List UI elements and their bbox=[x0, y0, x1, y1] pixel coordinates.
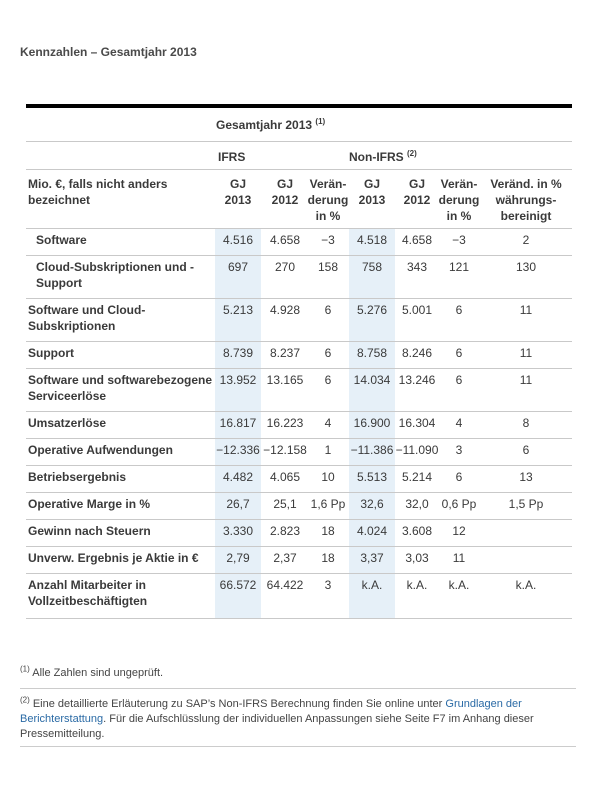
table-cell: 3,03 bbox=[405, 551, 429, 565]
row-divider bbox=[26, 368, 572, 369]
table-cell: 10 bbox=[321, 470, 335, 484]
table-cell: 758 bbox=[361, 260, 383, 274]
column-header-ifrs-change: Veränderung in % bbox=[307, 177, 349, 223]
table-cell: 25,1 bbox=[273, 497, 297, 511]
table-cell: 64.422 bbox=[266, 578, 304, 592]
table-cell: 4 bbox=[455, 416, 463, 430]
table-cell: 18 bbox=[321, 551, 335, 565]
table-cell: 16.900 bbox=[353, 416, 391, 430]
table-cell: 3,37 bbox=[360, 551, 384, 565]
footnote-2 bbox=[20, 697, 576, 742]
nonifrs-label: Non-IFRS bbox=[349, 150, 404, 164]
row-divider bbox=[26, 573, 572, 574]
table-cell: 32,6 bbox=[360, 497, 384, 511]
table-cell: 66.572 bbox=[219, 578, 257, 592]
row-label: Gewinn nach Steuern bbox=[28, 524, 151, 538]
row-label: Operative Marge in % bbox=[28, 497, 151, 511]
row-label: Software und softwarebezogene Serviceerlöse bbox=[28, 373, 213, 403]
table-cell: 697 bbox=[227, 260, 249, 274]
column-header-nonifrs-change: Veränderung in % bbox=[438, 177, 480, 223]
table-cell: 4.516 bbox=[222, 233, 254, 247]
table-cell: 16.304 bbox=[398, 416, 436, 430]
table-cell: 1 bbox=[324, 443, 332, 457]
table-cell: 5.213 bbox=[222, 303, 254, 317]
row-label: Anzahl Mitarbeiter in Vollzeitbeschäftigten bbox=[28, 578, 148, 608]
divider bbox=[20, 746, 576, 747]
table-cell: −12.158 bbox=[263, 443, 307, 457]
row-label: Software und Cloud-Subskriptionen bbox=[28, 303, 146, 333]
table-cell: 11 bbox=[519, 373, 533, 387]
row-label: Support bbox=[28, 346, 74, 360]
table-cell: 3.330 bbox=[222, 524, 254, 538]
row-divider bbox=[26, 492, 572, 493]
table-cell: 8 bbox=[522, 416, 530, 430]
row-label: Betriebsergebnis bbox=[28, 470, 127, 484]
footnote-2-text: Eine detaillierte Erläuterung zu SAP’s Non-IFRS Berechnung finden Sie online unter bbox=[32, 698, 443, 710]
row-divider bbox=[26, 519, 572, 520]
row-divider bbox=[26, 465, 572, 466]
nonifrs-header bbox=[349, 150, 417, 164]
table-cell: 1,6 Pp bbox=[310, 497, 346, 511]
table-cell: 8.739 bbox=[222, 346, 254, 360]
table-cell: 3 bbox=[324, 578, 332, 592]
ifrs-header: IFRS bbox=[218, 150, 246, 164]
table-cell: 5.214 bbox=[401, 470, 433, 484]
column-header-currency-adjusted: Veränd. in % währungsbereinigt bbox=[490, 177, 562, 223]
row-divider bbox=[26, 341, 572, 342]
divider bbox=[26, 228, 572, 229]
table-cell: 2,37 bbox=[273, 551, 297, 565]
table-cell: 130 bbox=[515, 260, 537, 274]
table-cell: 11 bbox=[519, 346, 533, 360]
table-cell: 2.823 bbox=[269, 524, 301, 538]
footnote-2-text-end: . Für die Aufschlüsslung der individuellen Anpassungen siehe Seite F7 im Anhang dieser Pressemitteilung. bbox=[20, 713, 534, 740]
column-header-ifrs-2012: GJ 2012 bbox=[271, 177, 299, 207]
table-cell: 11 bbox=[519, 303, 533, 317]
table-cell: 6 bbox=[522, 443, 530, 457]
table-cell: k.A. bbox=[361, 578, 383, 592]
table-cell: 14.034 bbox=[353, 373, 391, 387]
table-cell: 270 bbox=[274, 260, 296, 274]
table-cell: 1,5 Pp bbox=[508, 497, 544, 511]
column-header-label: Mio. €, falls nicht anders bezeichnet bbox=[28, 177, 168, 207]
table-cell: 5.513 bbox=[356, 470, 388, 484]
table-cell: 5.001 bbox=[401, 303, 433, 317]
table-cell: k.A. bbox=[406, 578, 428, 592]
table-cell: 8.758 bbox=[356, 346, 388, 360]
table-cell: 18 bbox=[321, 524, 335, 538]
table-cell: 6 bbox=[455, 346, 463, 360]
table-cell: 6 bbox=[455, 373, 463, 387]
period-header bbox=[216, 118, 325, 132]
divider bbox=[26, 141, 572, 142]
footnote-1 bbox=[20, 666, 576, 681]
table-cell: 16.223 bbox=[266, 416, 304, 430]
table-cell: 3 bbox=[455, 443, 463, 457]
divider bbox=[26, 169, 572, 170]
table-cell: 4.482 bbox=[222, 470, 254, 484]
table-cell: 6 bbox=[324, 373, 332, 387]
footnote-1-text: Alle Zahlen sind ungeprüft. bbox=[32, 667, 164, 679]
table-cell: 6 bbox=[455, 303, 463, 317]
table-cell: k.A. bbox=[515, 578, 537, 592]
row-divider bbox=[26, 255, 572, 256]
table-cell: 121 bbox=[448, 260, 470, 274]
table-cell: −11.090 bbox=[395, 443, 439, 457]
table-cell: 13.246 bbox=[398, 373, 436, 387]
table-cell: 6 bbox=[455, 470, 463, 484]
table-cell: 4.024 bbox=[356, 524, 388, 538]
row-divider bbox=[26, 438, 572, 439]
row-label: Software bbox=[36, 233, 87, 247]
table-cell: 8.237 bbox=[269, 346, 301, 360]
table-cell: 26,7 bbox=[226, 497, 250, 511]
table-cell: 13 bbox=[519, 470, 533, 484]
nonifrs-footnote-mark: (2) bbox=[407, 149, 417, 158]
footnote-2-mark: (2) bbox=[20, 695, 30, 705]
reporting-basis-link[interactable]: Grundlagen der Berichterstattung bbox=[20, 698, 522, 725]
table-cell: k.A. bbox=[448, 578, 470, 592]
period-footnote-mark: (1) bbox=[315, 117, 326, 126]
table-cell: 4 bbox=[324, 416, 332, 430]
row-label: Operative Aufwendungen bbox=[28, 443, 173, 457]
row-divider bbox=[26, 618, 572, 619]
table-cell: 16.817 bbox=[219, 416, 257, 430]
table-cell: 5.276 bbox=[356, 303, 388, 317]
row-label: Cloud-Subskriptionen und -Support bbox=[36, 260, 194, 290]
table-cell: 2 bbox=[522, 233, 530, 247]
row-divider bbox=[26, 298, 572, 299]
row-divider bbox=[26, 411, 572, 412]
table-top-rule bbox=[26, 104, 572, 108]
period-label: Gesamtjahr 2013 bbox=[216, 118, 313, 132]
table-cell: −11.386 bbox=[350, 443, 394, 457]
table-cell: 0,6 Pp bbox=[441, 497, 477, 511]
table-cell: 6 bbox=[324, 346, 332, 360]
table-cell: 4.518 bbox=[356, 233, 388, 247]
table-cell: 32,0 bbox=[405, 497, 429, 511]
table-cell: −3 bbox=[321, 233, 335, 247]
table-cell: 6 bbox=[324, 303, 332, 317]
table-cell: 4.065 bbox=[269, 470, 301, 484]
table-cell: 2,79 bbox=[226, 551, 250, 565]
table-cell: 4.928 bbox=[269, 303, 301, 317]
footnote-1-mark: (1) bbox=[20, 664, 30, 674]
page-title: Kennzahlen – Gesamtjahr 2013 bbox=[20, 45, 197, 59]
table-cell: −3 bbox=[452, 233, 466, 247]
table-cell: −12.336 bbox=[216, 443, 260, 457]
table-cell: 3.608 bbox=[401, 524, 433, 538]
row-divider bbox=[26, 546, 572, 547]
table-cell: 13.165 bbox=[266, 373, 304, 387]
table-cell: 12 bbox=[452, 524, 466, 538]
table-cell: 343 bbox=[406, 260, 428, 274]
column-header-nonifrs-2013: GJ 2013 bbox=[358, 177, 386, 207]
row-label: Unverw. Ergebnis je Aktie in € bbox=[28, 551, 199, 565]
table-cell: 11 bbox=[452, 551, 466, 565]
table-cell: 4.658 bbox=[269, 233, 301, 247]
column-header-ifrs-2013: GJ 2013 bbox=[224, 177, 252, 207]
table-cell: 13.952 bbox=[219, 373, 257, 387]
divider bbox=[20, 688, 576, 689]
table-cell: 8.246 bbox=[401, 346, 433, 360]
column-header-nonifrs-2012: GJ 2012 bbox=[403, 177, 431, 207]
table-cell: 158 bbox=[317, 260, 339, 274]
table-cell: 4.658 bbox=[401, 233, 433, 247]
row-label: Umsatzerlöse bbox=[28, 416, 107, 430]
